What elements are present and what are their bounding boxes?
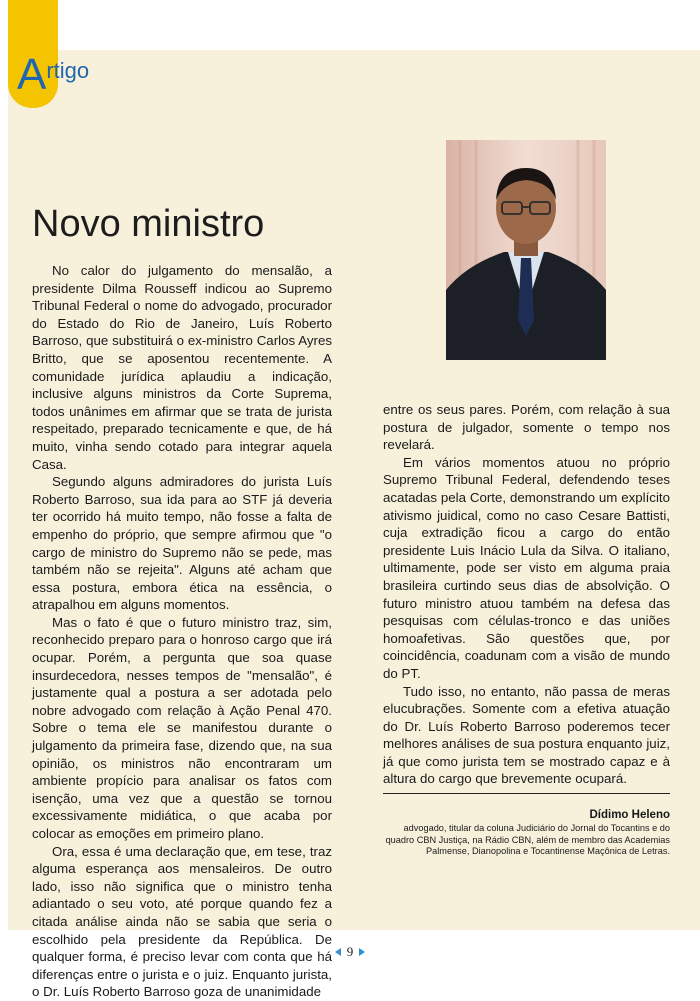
paragraph: Tudo isso, no entanto, não passa de meras elucubrações. Somente com a efetiva atuação do Dr. Luís Roberto Barroso poderemos tecer melhores análises de sua postura enquanto juiz, já que como jurista tem se mostrado capaz e à altura do cargo que brevemente ocupará. (383, 683, 670, 787)
article-column-left (32, 262, 332, 1001)
paragraph: Ora, essa é uma declaração que, em tese, traz alguma esperança aos mensaleiros. De outro lado, isso não significa que o ministro tenha adiantado o seu voto, até porque quando fez a citada análise ainda não se sabia que seria o escolhido pela presidente da República. De qualquer forma, é preciso levar com conta que há diferenças entre o jurista e o juiz. Enquanto jurista, o Dr. Luís Roberto Barroso goza de unanimidade (32, 843, 332, 1000)
author-photo-illustration (446, 140, 606, 360)
section-initial: A (17, 50, 47, 99)
section-rest: rtigo (46, 58, 90, 83)
author-divider (383, 793, 670, 794)
page-navigation (330, 942, 370, 962)
paragraph: Mas o fato é que o futuro ministro traz, sim, reconhecido preparo para o honroso cargo que irá ocupar. Porém, a pergunta que soa quase insurdecedora, nesses tempos de "mensalão", é justamente qual a postura a ser adotada pelo nobre advogado com relação à Ação Penal 470. Sobre o tema ele se manifestou durante o julgamento da primeira fase, dizendo que, na sua opinião, os ministros não encontraram um ambiente propício para analisar os fatos com isenção, uma vez que a questão se tornou excessivamente midiática, o que acaba por colocar as emoções em primeiro plano. (32, 614, 332, 841)
article-title: Novo ministro (32, 203, 265, 245)
author-name: Dídimo Heleno (589, 809, 670, 821)
triangle-left-icon[interactable] (335, 948, 341, 956)
paragraph: Segundo alguns admiradores do jurista Luís Roberto Barroso, sua ida para ao STF já deveria ter ocorrido há muito tempo, não fosse a falta de empenho do próprio, que sempre afirmou que "o cargo de ministro do Supremo não se pede, mas também não se rejeita". Alguns até acham que essa postura, embora ética na essência, o atrapalhou em alguns momentos. (32, 474, 332, 613)
page-number: 9 (346, 944, 354, 959)
triangle-right-icon[interactable] (359, 948, 365, 956)
paragraph: No calor do julgamento do mensalão, a presidente Dilma Rousseff indicou ao Supremo Tribunal Federal o nome do advogado, procurador do Estado do Rio de Janeiro, Luís Roberto Barroso, que substituirá o ex-ministro Carlos Ayres Britto, que se aposentou recentemente. A comunidade jurídica aplaudiu a indicação, inclusive alguns ministros da Corte Suprema, todos unânimes em afirmar que se trata de jurista respeitado, preparado tecnicamente e que, de há muito, vinha sendo cotado para integrar aquela Casa. (32, 263, 332, 472)
paragraph-continued: entre os seus pares. Porém, com relação à sua postura de julgador, somente o tempo nos revelará. (383, 402, 670, 453)
author-bio-line: Palmense, Dianopolina e Tocantinense Maçônica de Letras. (426, 846, 670, 857)
author-bio-line: advogado, titular da coluna Judiciário do Jornal do Tocantins e do (403, 823, 670, 833)
paragraph: Em vários momentos atuou no próprio Supremo Tribunal Federal, defendendo teses acatadas pela Corte, demonstrando um explícito ativismo juidical, como no caso Cesare Battisti, cuja extradição ficou a cargo do então presidente Luis Inácio Lula da Silva. O italiano, ultimamente, pode ser visto em alguma praia brasileira curtindo seus dias de absolvição. O futuro ministro atuou também na defesa das pesquisas com células-tronco e das uniões homoafetivas. São questões que, por coincidência, coadunam com a visão de mundo do PT. (383, 454, 670, 681)
author-bio (383, 823, 670, 858)
author-photo (446, 140, 606, 360)
author-bio-line: quadro CBN Justiça, na Rádio CBN, além de membro das Academias (385, 834, 670, 845)
section-label (17, 50, 89, 100)
article-column-right (383, 401, 670, 788)
